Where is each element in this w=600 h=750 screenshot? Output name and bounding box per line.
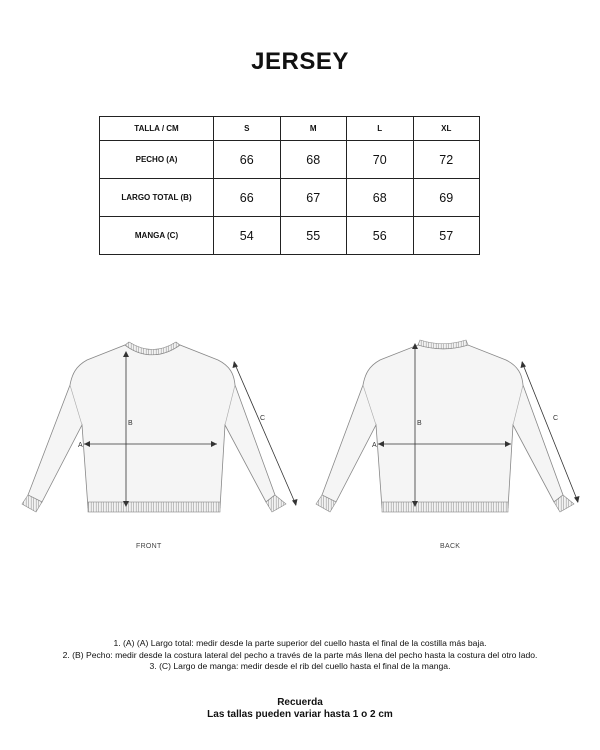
table-cell: 70 — [347, 141, 414, 179]
size-header-m: M — [280, 117, 347, 141]
page-title: JERSEY — [251, 48, 349, 75]
table-row-manga — [100, 217, 480, 255]
table-corner-header: TALLA / CM — [100, 117, 214, 141]
row-label-manga: MANGA (C) — [100, 217, 214, 255]
note-item: 3. (C) Largo de manga: medir desde el rib del cuello hasta el final de la manga. — [149, 661, 451, 671]
size-header-xl: XL — [413, 117, 480, 141]
table-cell: 67 — [280, 179, 347, 217]
front-caption: FRONT — [136, 543, 162, 550]
table-cell: 69 — [413, 179, 480, 217]
table-cell: 57 — [413, 217, 480, 255]
table-row-pecho — [100, 141, 480, 179]
back-label-c: C — [553, 415, 559, 422]
back-sweater-diagram — [300, 330, 580, 530]
note-item: 1. (A) (A) Largo total: medir desde la parte superior del cuello hasta el final de la costilla más baja. — [113, 638, 487, 648]
size-chart-table — [99, 116, 480, 255]
front-sweater-diagram — [20, 330, 300, 530]
back-label-b: B — [417, 420, 422, 427]
front-label-c: C — [260, 415, 266, 422]
back-sweater-body — [316, 340, 574, 512]
reminder-block — [0, 697, 600, 721]
back-label-a: A — [372, 442, 377, 449]
back-caption: BACK — [440, 543, 461, 550]
measurement-notes — [0, 638, 600, 673]
table-header-row — [100, 117, 480, 141]
table-row-largo-total — [100, 179, 480, 217]
size-header-s: S — [214, 117, 281, 141]
table-cell: 66 — [214, 179, 281, 217]
table-cell: 68 — [280, 141, 347, 179]
back-hem-rib — [382, 502, 508, 512]
table-cell: 55 — [280, 217, 347, 255]
front-hem-rib — [88, 502, 220, 512]
reminder-heading: Recuerda — [277, 697, 323, 708]
row-label-pecho: PECHO (A) — [100, 141, 214, 179]
size-header-l: L — [347, 117, 414, 141]
front-label-a: A — [78, 442, 83, 449]
table-cell: 66 — [214, 141, 281, 179]
front-sweater-body — [22, 342, 286, 512]
table-cell: 68 — [347, 179, 414, 217]
table-cell: 56 — [347, 217, 414, 255]
table-cell: 72 — [413, 141, 480, 179]
table-cell: 54 — [214, 217, 281, 255]
row-label-largo-total: LARGO TOTAL (B) — [100, 179, 214, 217]
note-item: 2. (B) Pecho: medir desde la costura lateral del pecho a través de la parte más llena del pecho hasta la costura del otro lado. — [62, 649, 538, 660]
front-label-b: B — [128, 420, 133, 427]
reminder-text: Las tallas pueden variar hasta 1 o 2 cm — [207, 709, 393, 720]
